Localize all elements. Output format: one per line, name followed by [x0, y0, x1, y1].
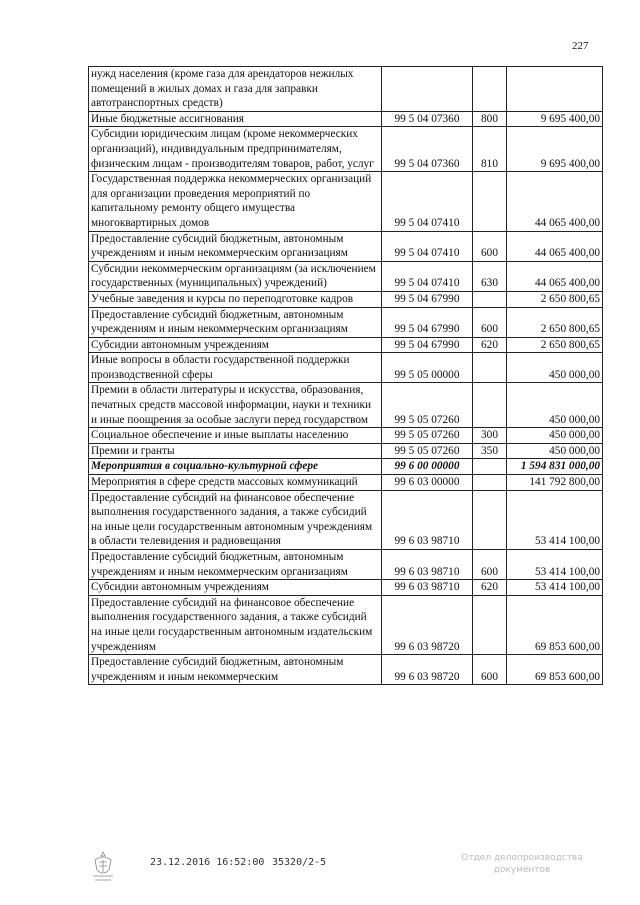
row-sum-cell: 53 414 100,00 [507, 580, 603, 596]
table-row [89, 459, 603, 475]
table-row [89, 172, 603, 231]
row-type-cell [473, 490, 507, 549]
row-sum-cell: 44 065 400,00 [507, 261, 603, 291]
row-code-cell: 99 6 03 98720 [382, 655, 473, 685]
row-code-cell: 99 5 04 07360 [382, 127, 473, 172]
row-code-cell [382, 67, 473, 112]
row-type-cell: 600 [473, 231, 507, 261]
row-code-cell: 99 5 04 67990 [382, 307, 473, 337]
row-code-cell: 99 5 04 67990 [382, 337, 473, 353]
table-row [89, 337, 603, 353]
table-row [89, 595, 603, 654]
row-type-cell: 350 [473, 443, 507, 459]
row-type-cell: 810 [473, 127, 507, 172]
row-code-cell: 99 5 05 07260 [382, 443, 473, 459]
row-sum-cell: 141 792 800,00 [507, 475, 603, 491]
row-name-cell: Предоставление субсидий на финансовое обеспечение выполнения государственного задания, а также субсидий на иные цели государственным автономным издательским учреждениям [89, 595, 382, 654]
row-sum-cell [507, 67, 603, 112]
row-name-cell: Премии в области литературы и искусства, образования, печатных средств массовой информации, науки и техники и иные поощрения за особые заслуги перед государством [89, 383, 382, 428]
budget-table [88, 66, 603, 685]
table-row [89, 307, 603, 337]
row-sum-cell: 1 594 831 000,00 [507, 459, 603, 475]
row-type-cell [473, 459, 507, 475]
row-code-cell: 99 6 03 98710 [382, 490, 473, 549]
row-sum-cell: 450 000,00 [507, 428, 603, 444]
row-code-cell: 99 5 05 00000 [382, 353, 473, 383]
row-name-cell: Иные вопросы в области государственной поддержки производственной сферы [89, 353, 382, 383]
row-sum-cell: 53 414 100,00 [507, 490, 603, 549]
row-name-cell: Предоставление субсидий бюджетным, автономным учреждениям и иным некоммерческим организациям [89, 231, 382, 261]
row-name-cell: Предоставление субсидий бюджетным, автономным учреждениям и иным некоммерческим организациям [89, 307, 382, 337]
row-type-cell [473, 291, 507, 307]
table-row [89, 67, 603, 112]
row-name-cell: Иные бюджетные ассигнования [89, 111, 382, 127]
row-sum-cell: 9 695 400,00 [507, 111, 603, 127]
row-sum-cell: 44 065 400,00 [507, 231, 603, 261]
row-type-cell [473, 383, 507, 428]
row-name-cell: Субсидии автономным учреждениям [89, 580, 382, 596]
row-name-cell: Субсидии юридическим лицам (кроме некоммерческих организаций), индивидуальным предпринимателям, физическим лицам - производителям товаров, работ, услуг [89, 127, 382, 172]
footer-datetime: 23.12.2016 16:52:00 [150, 857, 265, 868]
row-name-cell: нужд населения (кроме газа для арендаторов нежилых помещений в жилых домах и газа для заправки автотранспортных средств) [89, 67, 382, 112]
page-number: 227 [572, 40, 589, 52]
row-sum-cell: 450 000,00 [507, 443, 603, 459]
table-row [89, 655, 603, 685]
table-row [89, 580, 603, 596]
row-code-cell: 99 5 05 07260 [382, 428, 473, 444]
row-name-cell: Учебные заведения и курсы по переподготовке кадров [89, 291, 382, 307]
table-row [89, 550, 603, 580]
row-sum-cell: 2 650 800,65 [507, 307, 603, 337]
row-type-cell [473, 67, 507, 112]
row-name-cell: Предоставление субсидий бюджетным, автономным учреждениям и иным некоммерческим организациям [89, 550, 382, 580]
row-type-cell [473, 172, 507, 231]
table-row [89, 127, 603, 172]
faded-stamp: Отдел делопроизводства документов [461, 853, 583, 875]
row-sum-cell: 69 853 600,00 [507, 655, 603, 685]
row-code-cell: 99 5 05 07260 [382, 383, 473, 428]
row-name-cell: Предоставление субсидий бюджетным, автономным учреждениям и иным некоммерческим [89, 655, 382, 685]
row-code-cell: 99 5 04 07410 [382, 261, 473, 291]
row-type-cell: 600 [473, 655, 507, 685]
row-code-cell: 99 5 04 67990 [382, 291, 473, 307]
row-type-cell [473, 353, 507, 383]
row-code-cell: 99 5 04 07410 [382, 231, 473, 261]
table-row [89, 383, 603, 428]
row-code-cell: 99 6 03 00000 [382, 475, 473, 491]
table-row [89, 261, 603, 291]
row-type-cell: 620 [473, 337, 507, 353]
row-type-cell: 620 [473, 580, 507, 596]
row-code-cell: 99 5 04 07360 [382, 111, 473, 127]
row-type-cell: 800 [473, 111, 507, 127]
row-type-cell: 630 [473, 261, 507, 291]
row-name-cell: Предоставление субсидий на финансовое обеспечение выполнения государственного задания, а также субсидий на иные цели государственным автономным учреждениям в области телевидения и радиовещания [89, 490, 382, 549]
row-type-cell [473, 595, 507, 654]
row-sum-cell: 9 695 400,00 [507, 127, 603, 172]
row-name-cell: Премии и гранты [89, 443, 382, 459]
table-row [89, 231, 603, 261]
row-code-cell: 99 6 03 98720 [382, 595, 473, 654]
table-row [89, 111, 603, 127]
row-code-cell: 99 6 03 98710 [382, 550, 473, 580]
row-sum-cell: 450 000,00 [507, 353, 603, 383]
row-code-cell: 99 5 04 07410 [382, 172, 473, 231]
row-name-cell: Государственная поддержка некоммерческих организаций для организации проведения мероприятий по капитальному ремонту общего имущества многоквартирных домов [89, 172, 382, 231]
table-row [89, 291, 603, 307]
row-type-cell: 600 [473, 550, 507, 580]
row-name-cell: Субсидии автономным учреждениям [89, 337, 382, 353]
row-name-cell: Мероприятия в сфере средств массовых коммуникаций [89, 475, 382, 491]
row-code-cell: 99 6 00 00000 [382, 459, 473, 475]
table-row [89, 490, 603, 549]
row-name-cell: Субсидии некоммерческим организациям (за исключением государственных (муниципальных) учреждений) [89, 261, 382, 291]
table-row [89, 428, 603, 444]
row-sum-cell: 2 650 800,65 [507, 337, 603, 353]
row-name-cell: Социальное обеспечение и иные выплаты населению [89, 428, 382, 444]
footer-doc-id: 35320/2-5 [272, 857, 327, 868]
row-code-cell: 99 6 03 98710 [382, 580, 473, 596]
row-sum-cell: 69 853 600,00 [507, 595, 603, 654]
row-sum-cell: 2 650 800,65 [507, 291, 603, 307]
emblem-seal-icon [90, 850, 116, 884]
row-name-cell: Мероприятия в социально-культурной сфере [89, 459, 382, 475]
row-sum-cell: 53 414 100,00 [507, 550, 603, 580]
table-row [89, 353, 603, 383]
row-sum-cell: 450 000,00 [507, 383, 603, 428]
table-row [89, 443, 603, 459]
row-type-cell: 300 [473, 428, 507, 444]
row-sum-cell: 44 065 400,00 [507, 172, 603, 231]
row-type-cell [473, 475, 507, 491]
row-type-cell: 600 [473, 307, 507, 337]
table-row [89, 475, 603, 491]
